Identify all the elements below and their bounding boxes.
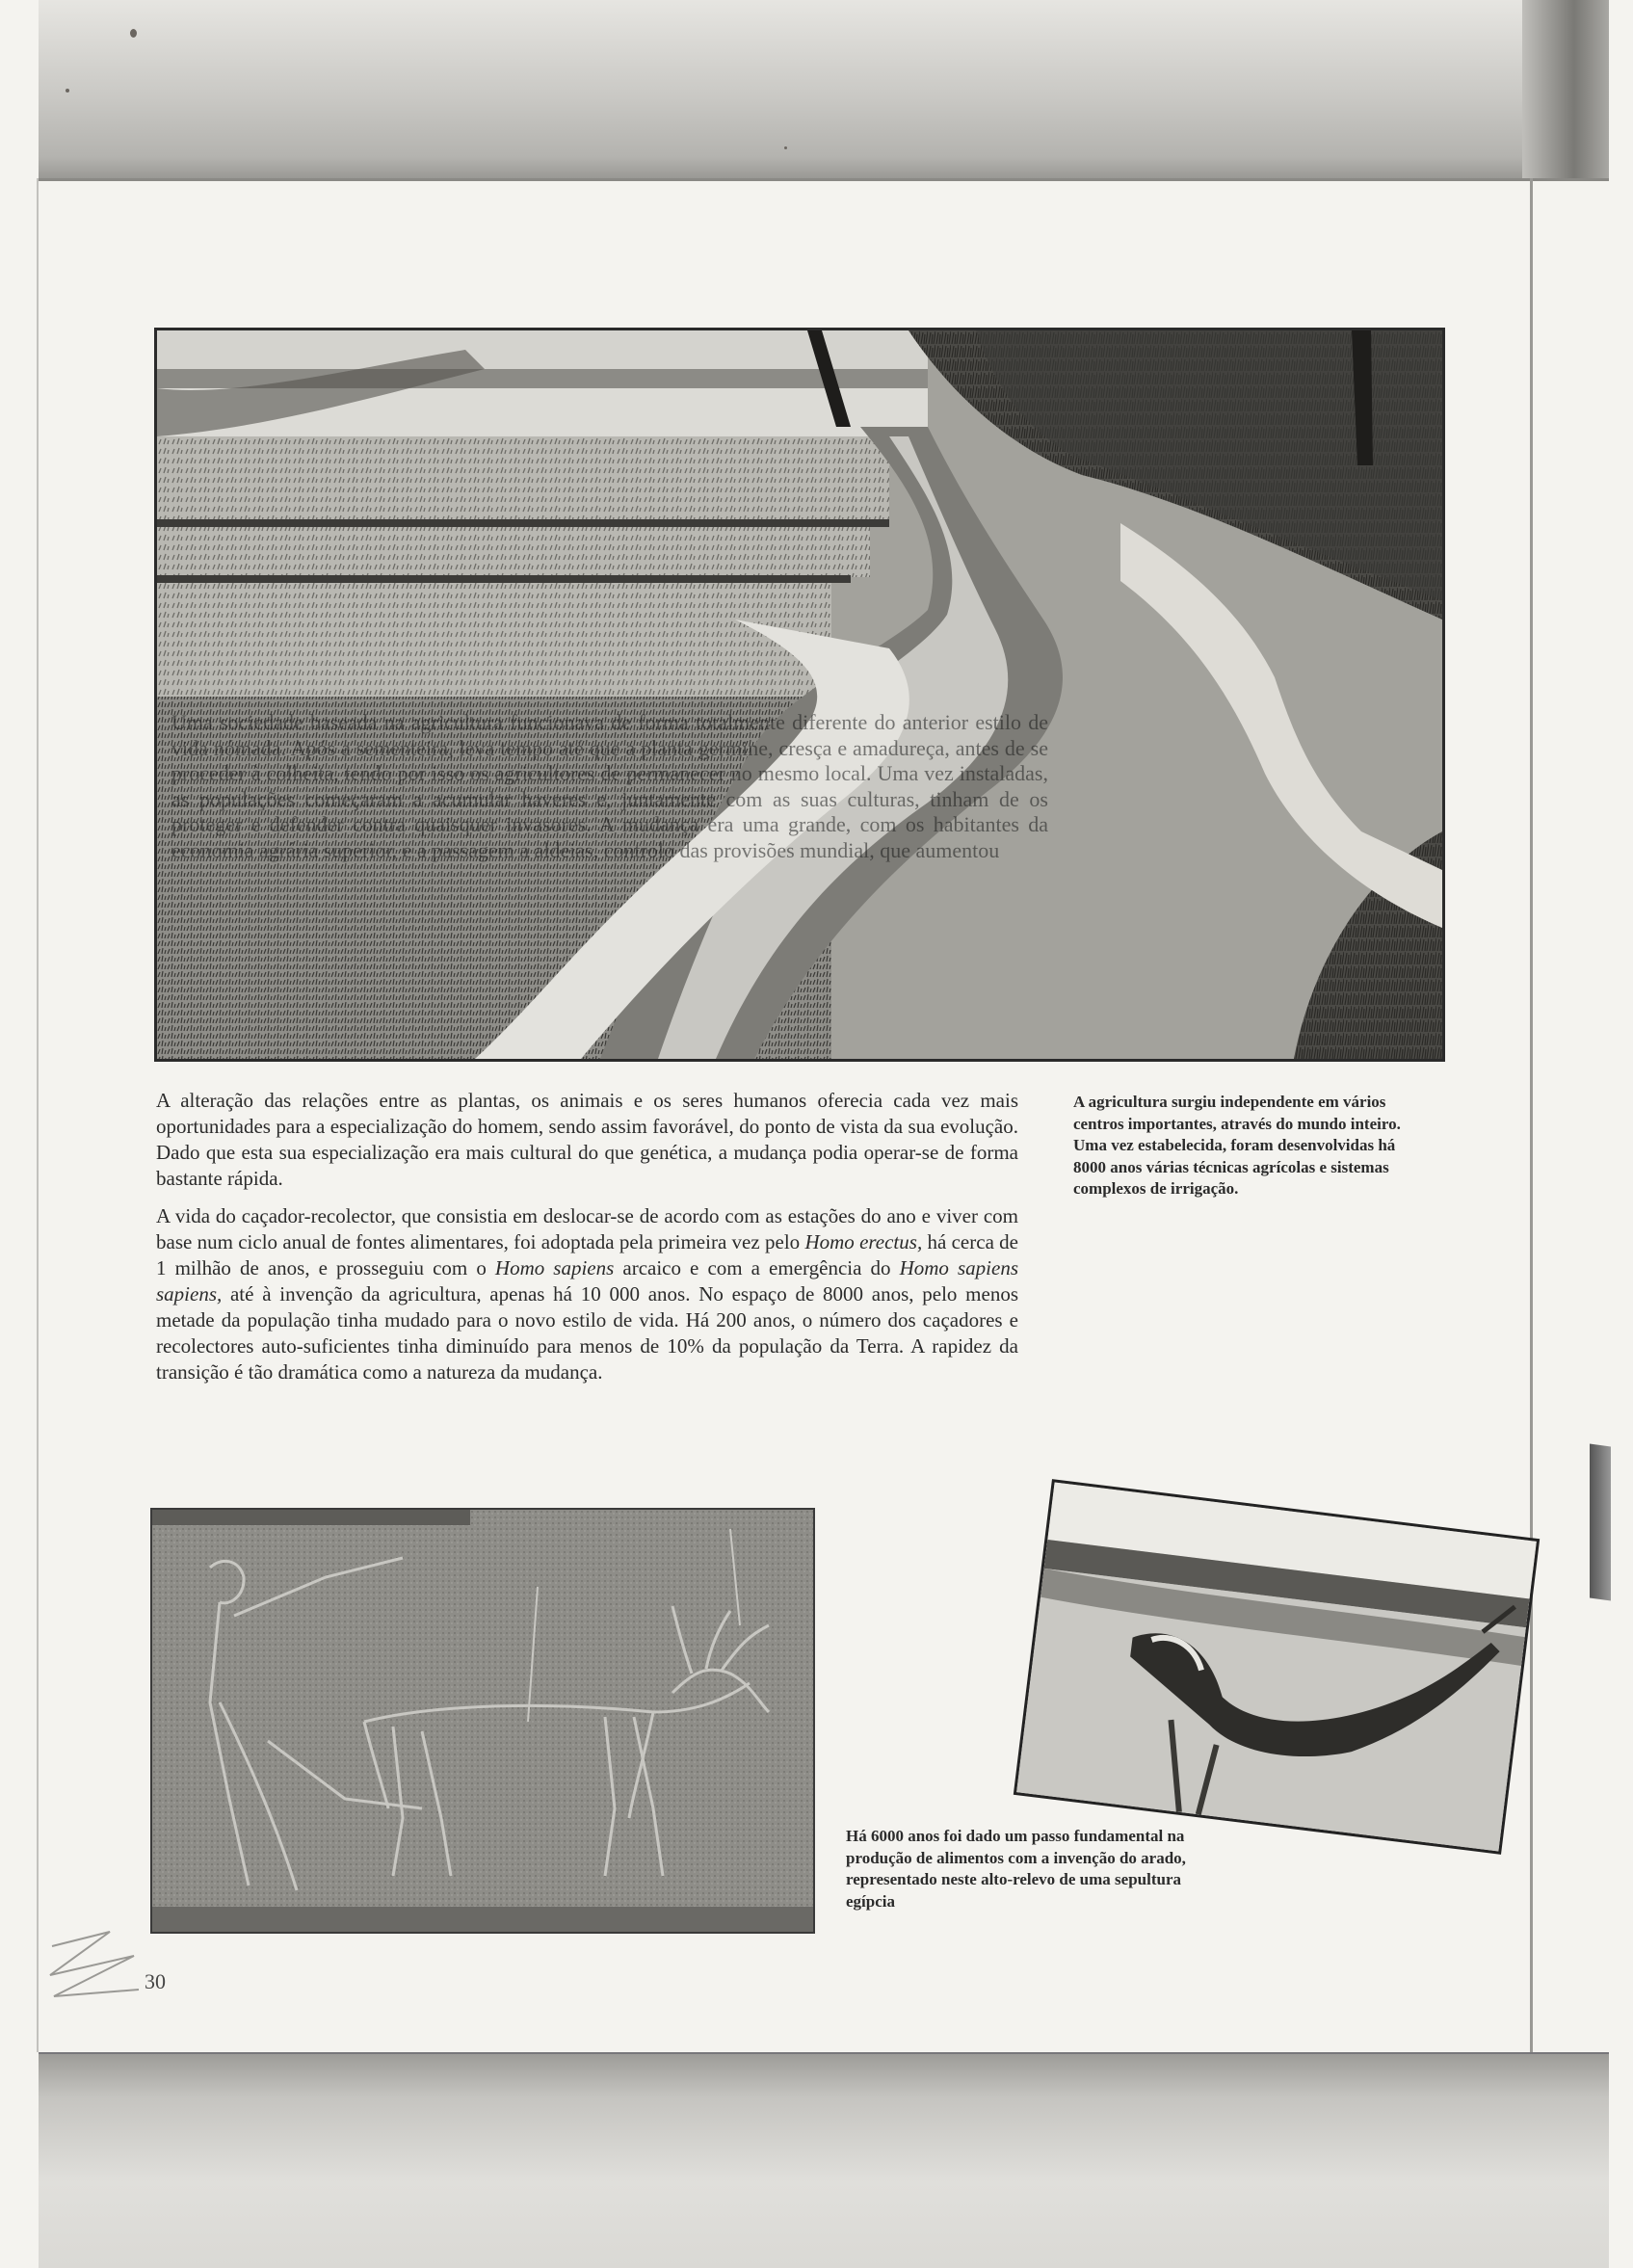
- main-text: [156, 1088, 1018, 1397]
- scan-shadow-right: [1590, 1443, 1611, 1600]
- homo-sapiens-sapiens: Homo sapiens sapiens,: [156, 1256, 1018, 1305]
- homo-sapiens: Homo sapiens: [494, 1256, 615, 1279]
- wooden-plough-photo: [1014, 1479, 1540, 1855]
- caption-plough: Há 6000 anos foi dado um passo fundamental na produção de alimentos com a invenção do arado, representado neste alto-relevo de uma sepultura egípcia: [846, 1827, 1186, 1911]
- scan-speck: [784, 146, 787, 149]
- overlay-paragraph: Uma sociedade baseada na agricultura funcionava de forma totalmente diferente do anterior estilo de vida nómada. Após a sementeira, leva tempo até que a planta germine, cresça e amadureça, antes de se proceder à colheita, tendo por isso os agricultores de permanecer no mesmo local. Uma vez instaladas, as populações começaram a acumular haveres e, juntamente com as suas culturas, tinham de os proteger e defender contra quaisquer invasores. A mudança era uma grande, com os habitantes da economia agrária superior, e a passagem a aldeias, controlo das provisões mundial, que aumentou: [171, 710, 1048, 862]
- paragraph-2: [156, 1203, 1018, 1385]
- rice-terraces-photo: [154, 328, 1445, 1062]
- paragraph-2-text: A vida do caçador-recolector, que consistia em deslocar-se de acordo com as estações do ano e viver com base num ciclo anual de fontes alimentares, foi adoptada pela primeira vez pelo: [156, 1204, 1018, 1253]
- paragraph-2-text: há cerca de 1 milhão de anos, e prosseguiu com o: [156, 1230, 1018, 1279]
- paragraph-1: A alteração das relações entre as plantas, os animais e os seres humanos oferecia cada vez mais oportunidades para a especialização do homem, sendo assim favorável, do ponto de vista da sua evolução. Dado que esta sua especialização era mais cultural do que genética, a mudança podia operar-se de forma bastante rápida.: [156, 1089, 1018, 1190]
- scan-shadow-bottom: [39, 2052, 1609, 2268]
- egyptian-relief-photo: [150, 1508, 815, 1934]
- homo-erectus: Homo erectus,: [804, 1230, 923, 1253]
- page-edge-left: [37, 178, 39, 2052]
- pencil-scribble: [42, 1927, 148, 2004]
- paragraph-2-text: arcaico e com a emergência do: [614, 1256, 900, 1279]
- scan-shadow-top: [39, 0, 1609, 181]
- page-number: 30: [145, 1969, 166, 1993]
- caption-agriculture: A agricultura surgiu independente em vários centros importantes, através do mundo inteiro. Uma vez estabelecida, foram desenvolvidas há 8000 anos várias técnicas agrícolas e sistemas complexos de irrigação.: [1073, 1093, 1401, 1198]
- scan-speck: [66, 89, 69, 92]
- scan-shadow-top-edge: [1522, 0, 1609, 178]
- scan-speck: [130, 29, 137, 38]
- page-edge-right: [1530, 178, 1533, 2052]
- paragraph-2-text: até à invenção da agricultura, apenas há 10 000 anos. No espaço de 8000 anos, pelo menos metade da população tinha mudado para o novo estilo de vida. Há 200 anos, o número dos caçadores e recolectores auto-suficientes tinha diminuído para menos de 10% da população da Terra. A rapidez da transição é tão dramática como a natureza da mudança.: [156, 1282, 1018, 1384]
